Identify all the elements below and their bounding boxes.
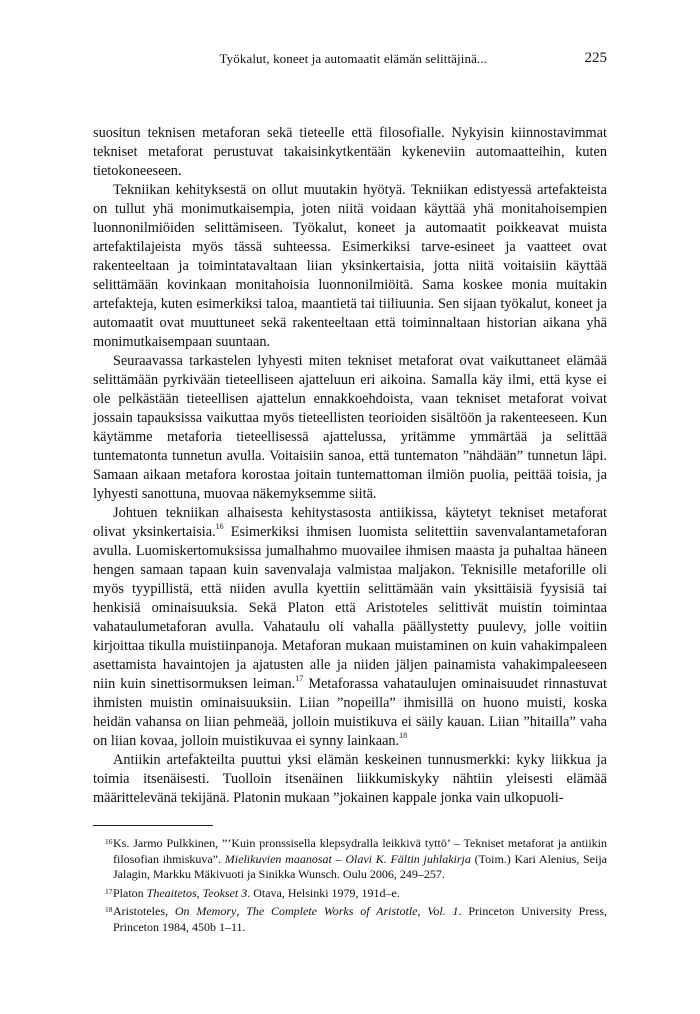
paragraph-2: Tekniikan kehityksestä on ollut muutakin hyötyä. Tekniikan edistyessä artefakteista on tullut yhä monimutkaisempia, joten niitä voidaan käyttää yhä monitahoisempien luonnonilmiöiden selittämiseen. Työkalut, koneet ja automaatit poikkeavat muista artefaktilajeista myös tässä suhteessa. Esimerkiksi tarve-esineet ja vaatteet ovat rakenteeltaan ja toimintatavaltaan liian yksinkertaisia, jotta niitä voitaisiin käyttää selittämään kovinkaan monitahoisia luonnonilmiöitä. Sama koskee monia muitakin artefakteja, kuten esimerkiksi taloa, maantietä tai tiiliuunia. Sen sijaan työkalut, koneet ja automaatit ovat muuttuneet sekä rakenteeltaan että toiminnaltaan historian aikana yhä monimutkaisempaan suuntaan. (93, 182, 607, 350)
running-head (93, 50, 607, 70)
footnote-17 (93, 886, 607, 902)
footnotes (93, 836, 607, 938)
paragraph-4-part-b: Esimerkiksi ihmisen luomista selitettiin savenvalantametaforan avulla. Luomiskertomuksissa jumalhahmo muovailee ihmisen maasta ja puhaltaa häneen hengen samaan tapaan kuin savenvalaja valmistaa maljakon. Teknisille metaforille oli myös tyypillistä, että niiden avulla kyettiin selittämään vain yksittäisiä fyysisiä tai henkisiä ominaisuuksia. Sekä Platon että Aristoteles selittivät muistin toimintaa vahataulumetaforan avulla. Vahataulu oli vahalla päällystetty puulevy, jolle voitiin kirjoittaa tikulla muistiinpanoja. Metaforan mukaan muistaminen on kuin vahakimpaleen asettamista havaintojen ja ajatusten alle ja niiden jäljen painamista vahakimpaleeseen niin kuin sinettisormuksen leiman. (93, 524, 607, 692)
paragraph-1: suositun teknisen metaforan sekä tieteelle että filosofialle. Nykyisin kiinnostavimmat tekniset metaforat perustuvat takaisinkytkentään kykeneviin automaatteihin, kuten tietokoneeseen. (93, 125, 607, 179)
paragraph-4-part-a: Johtuen tekniikan alhaisesta kehitystasosta antiikissa, käytetyt tekniset metaforat olivat yksinkertaisia. (93, 505, 607, 540)
footnote-16 (93, 836, 607, 883)
body-text (93, 124, 607, 808)
footnote-number: 17 (105, 886, 113, 896)
footnote-title: Vol. 1 (427, 904, 459, 918)
footnote-text: . Princeton University Press, Princeton 1984, 450b 1–11. (113, 904, 608, 934)
footnote-ref-17[interactable]: 17 (295, 674, 304, 684)
footnote-text: Aristoteles, (113, 904, 175, 918)
running-title: Työkalut, koneet ja automaatit elämän selittäjinä... (219, 51, 487, 66)
page-number: 225 (584, 50, 607, 66)
footnote-title: Teokset 3 (202, 885, 248, 900)
footnote-text: Ks. Jarmo Pulkkinen, ”’Kuin pronssisella klepsydralla leikkivä tyttö’ – Tekniset metaforat ja antiikin filosofian ihmiskuva”. (113, 836, 607, 866)
footnote-number: 16 (105, 837, 113, 846)
footnote-text: , (236, 904, 247, 918)
footnote-18 (93, 904, 607, 935)
footnote-ref-18[interactable]: 18 (399, 731, 408, 741)
footnote-number: 18 (105, 905, 113, 914)
paragraph-4-part-c: Metaforassa vahataulujen ominaisuudet rinnastuvat ihmisten muistin ominaisuuksiin. Liian ”nopeilla” ihmisillä on huono muisti, koska heidän vahansa on liian pehmeää, jolloin muistikuva ei säily kauan. Liian ”hitailla” vaha on liian kovaa, jolloin muistikuvaa ei synny lainkaan. (93, 676, 607, 749)
footnote-divider (93, 825, 213, 826)
footnote-ref-16[interactable]: 16 (215, 522, 224, 532)
paragraph-4 (93, 504, 607, 751)
paragraph-5: Antiikin artefakteilta puuttui yksi elämän keskeinen tunnusmerkki: kyky liikkua ja toimia itsenäisesti. Tuolloin itsenäinen liikkumiskyky nähtiin yleisesti elämää määrittelevänä tekijänä. Platonin mukaan ”jokainen kappale jonka vain ulkopuoli- (93, 752, 607, 806)
footnote-title: Mielikuvien maanosat – Olavi K. Fältin juhlakirja (224, 851, 471, 866)
footnote-text: . Otava, Helsinki 1979, 191d–e. (247, 885, 400, 900)
footnote-text: , (417, 904, 428, 918)
footnote-text: Platon (113, 885, 147, 900)
footnote-text: (Toim.) Kari Alenius, Seija Jalagin, Markku Mäkivuoti ja Sinikka Wunsch. Oulu 2006, 249–257. (113, 851, 607, 881)
footnote-title: The Complete Works of Aristotle (246, 904, 418, 918)
footnote-text: , (196, 885, 203, 900)
footnote-title: Theaitetos (146, 885, 197, 900)
paragraph-3: Seuraavassa tarkastelen lyhyesti miten tekniset metaforat ovat vaikuttaneet elämää selittämään pyrkivään tieteelliseen ajatteluun eri aikoina. Samalla käy ilmi, että kyse ei ole pelkästään tieteellisen ajattelun ennakkoehdoista, vaan tekniset metaforat voivat jossain tapauksissa vaikuttaa myös tieteellisten teorioiden sisältöön ja rakenteeseen. Kun käytämme metaforia tieteellisessä ajattelussa, yritämme ymmärtää ja selittää tuntematonta tunnetun avulla. Voitaisiin sanoa, että tuntematon ”nähdään” tunnetun läpi. Samaan aikaan metafora korostaa joitain tuntemattoman ilmiön puolia, peittää toisia, ja lyhyesti sanottuna, muovaa näkemyksemme siitä. (93, 353, 607, 502)
footnote-title: On Memory (174, 904, 237, 918)
